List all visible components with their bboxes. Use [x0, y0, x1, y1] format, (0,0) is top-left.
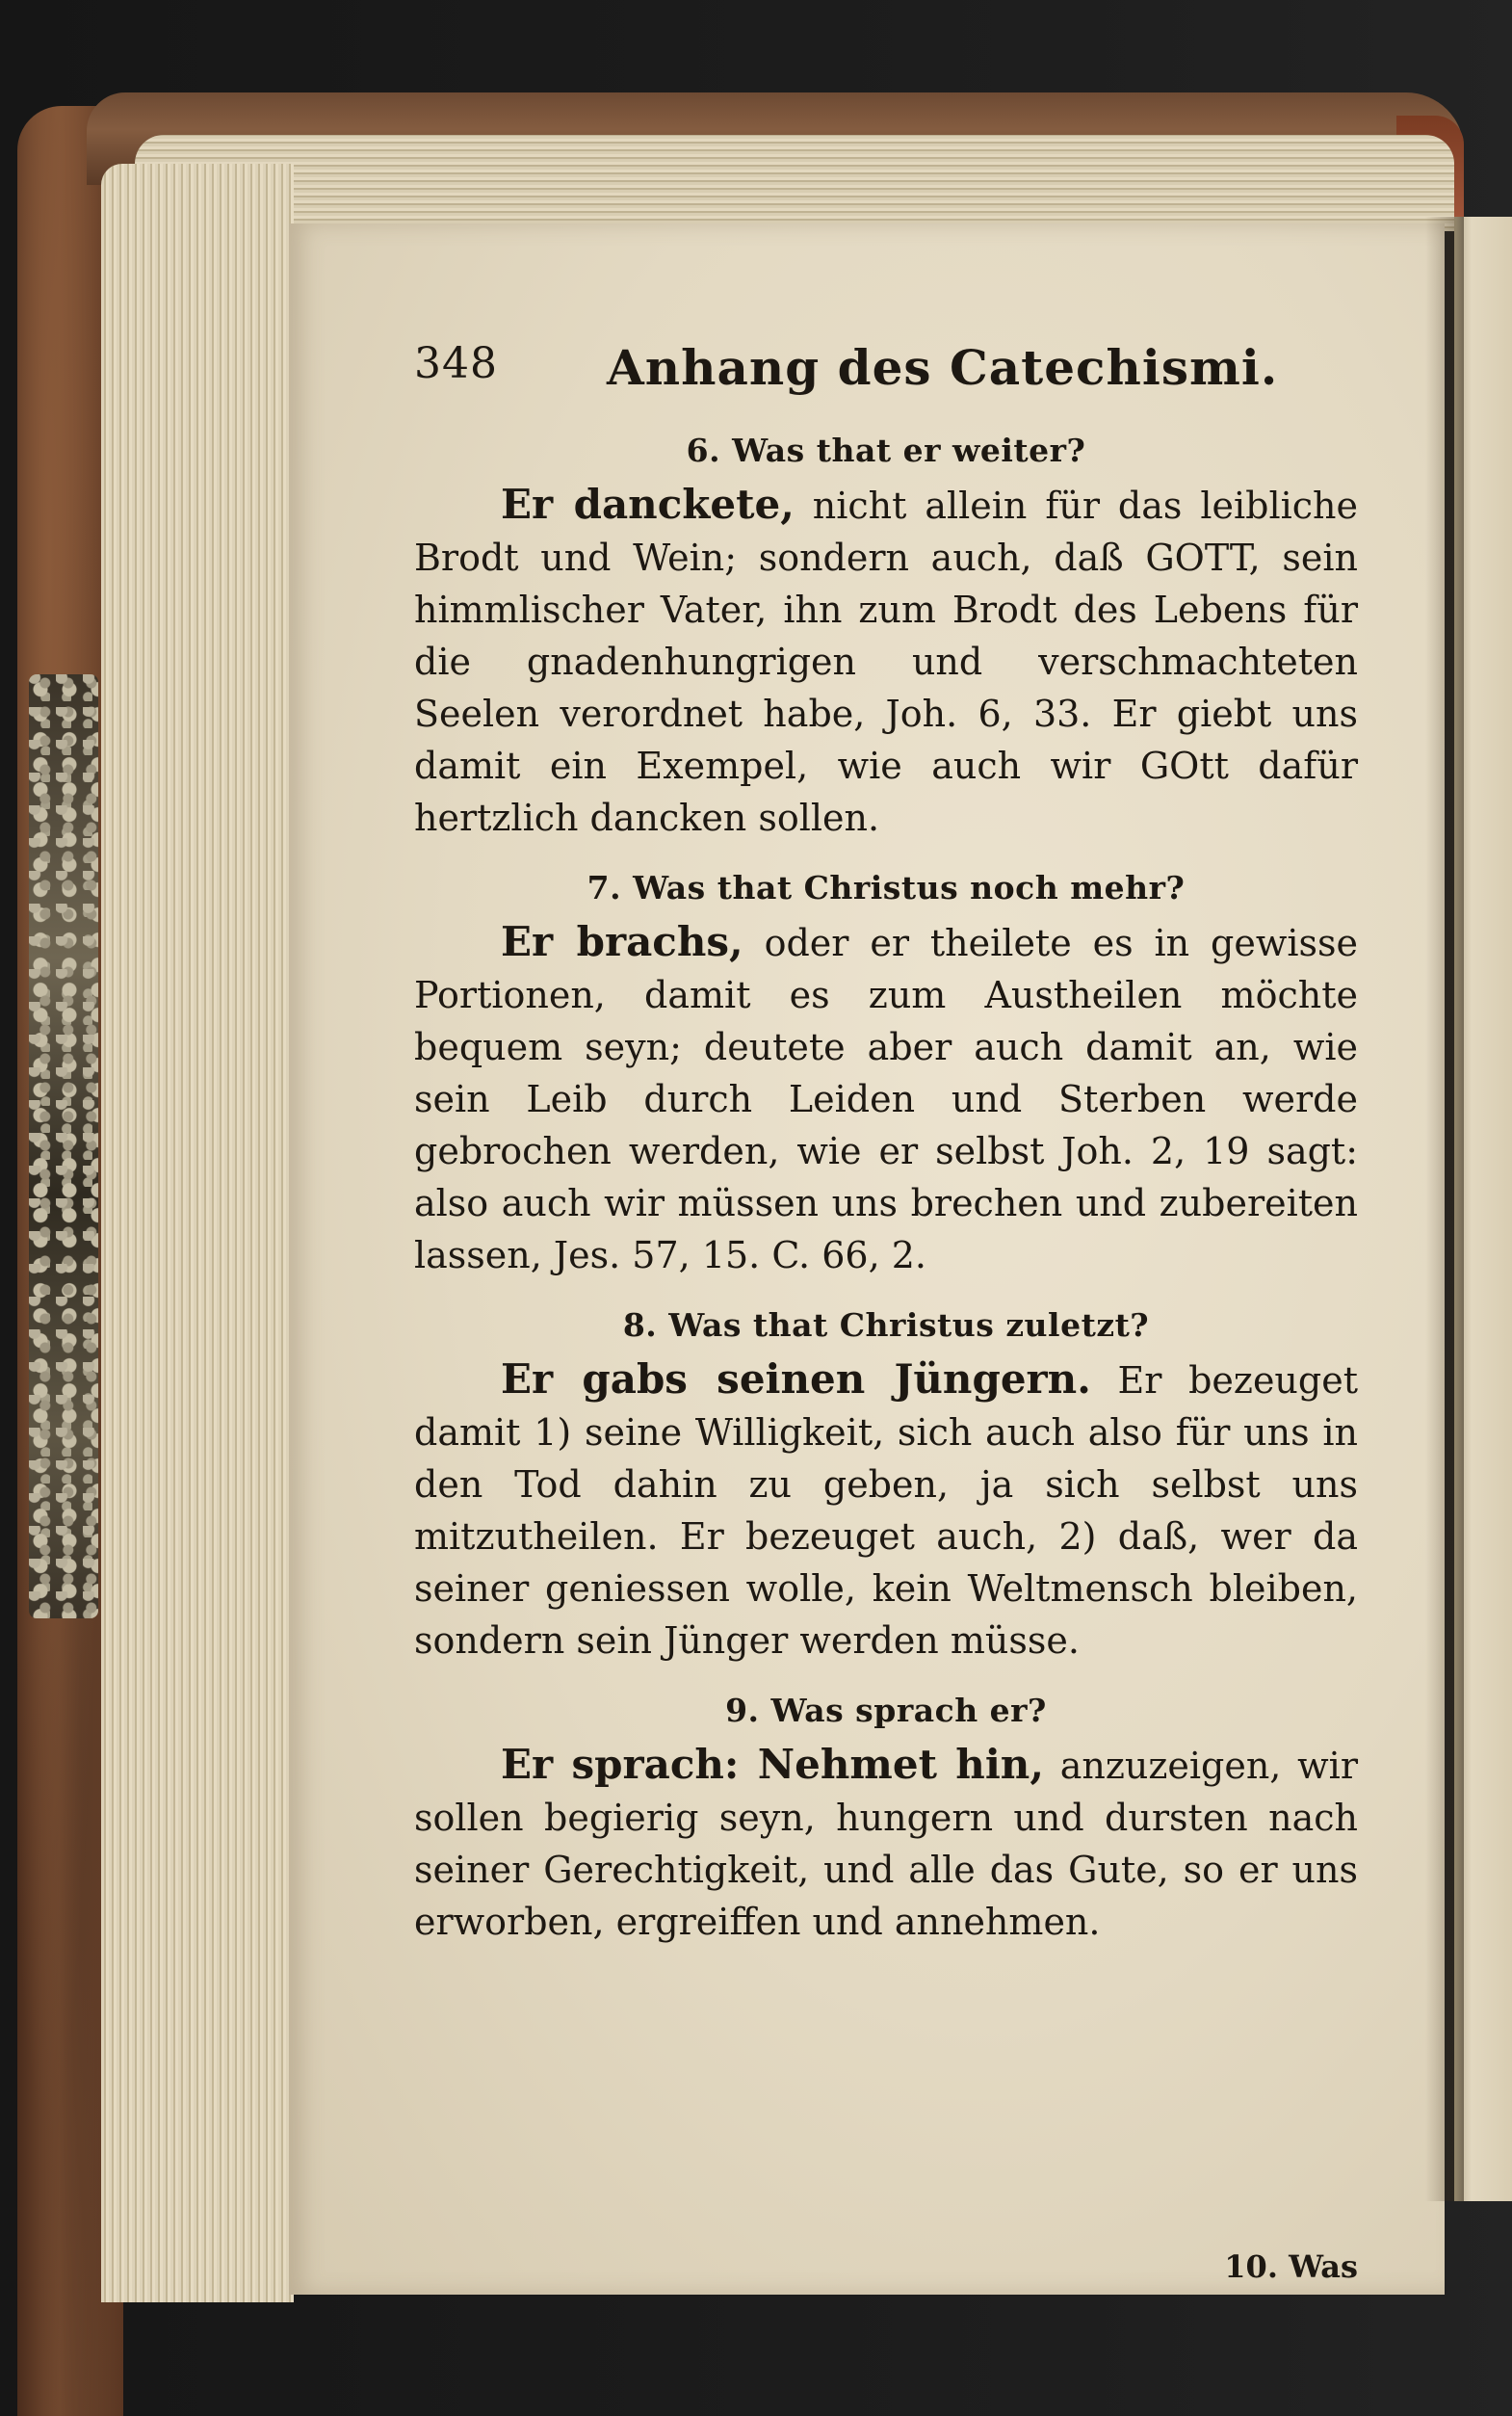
answer-6	[414, 479, 1358, 844]
answer-7	[414, 916, 1358, 1281]
question-9: 9. Was sprach er?	[725, 1692, 1047, 1729]
answer-7-lead: Er brachs,	[501, 918, 743, 965]
page-header	[414, 339, 1358, 416]
catchword: 10. Was	[1224, 2248, 1358, 2285]
running-head: Anhang des Catechismi.	[607, 339, 1279, 396]
page-block-top-edges	[135, 135, 1454, 231]
book-page	[289, 223, 1445, 2295]
answer-6-text: nicht allein für das leibliche Brodt und Wein; sondern auch, daß GOTT, sein himmlischer Vater, ihn zum Brodt des Lebens für die gnadenhungrigen und verschmachteten Seelen verordnet habe, Joh. 6, 33. Er giebt uns damit ein Exempel, wie auch wir GOtt dafür hertzlich dancken sollen.	[414, 485, 1358, 839]
page-number: 348	[414, 339, 498, 388]
answer-9-text: anzuzeigen, wir sollen begierig seyn, hungern und dursten nach seiner Gerechtigkeit, und alle das Gute, so er uns erworben, ergreiffen und annehmen.	[414, 1745, 1358, 1943]
answer-6-lead: Er danckete,	[501, 481, 795, 528]
marbled-cover-panel	[29, 674, 98, 1618]
answer-9-lead: Er sprach: Nehmet hin,	[501, 1741, 1044, 1788]
answer-8-lead: Er gabs seinen Jüngern.	[501, 1355, 1091, 1403]
answer-7-text: oder er theilete es in gewisse Portionen, damit es zum Austheilen möchte bequem seyn; deutete aber auch damit an, wie sein Leib durch Leiden und Sterben werde gebrochen werden, wie er selbst Joh. 2, 19 sagt: also auch wir müssen uns brechen und zubereiten lassen, Jes. 57, 15. C. 66, 2.	[414, 922, 1358, 1276]
answer-8	[414, 1353, 1358, 1667]
question-6: 6. Was that er weiter?	[686, 432, 1086, 469]
answer-8-text: Er bezeuget damit 1) seine Willigkeit, sich auch also für uns in den Tod dahin zu geben, ja sich selbst uns mitzutheilen. Er bezeuget auch, 2) daß, wer da seiner geniessen wolle, kein Weltmensch bleiben, sondern sein Jünger werden müsse.	[414, 1359, 1358, 1662]
answer-9	[414, 1739, 1358, 1948]
page-block-left-edges	[101, 164, 294, 2302]
gutter-shadow	[1425, 217, 1464, 2201]
question-7: 7. Was that Christus noch mehr?	[587, 869, 1186, 906]
page-text	[414, 339, 1358, 2285]
question-8: 8. Was that Christus zuletzt?	[622, 1306, 1150, 1344]
